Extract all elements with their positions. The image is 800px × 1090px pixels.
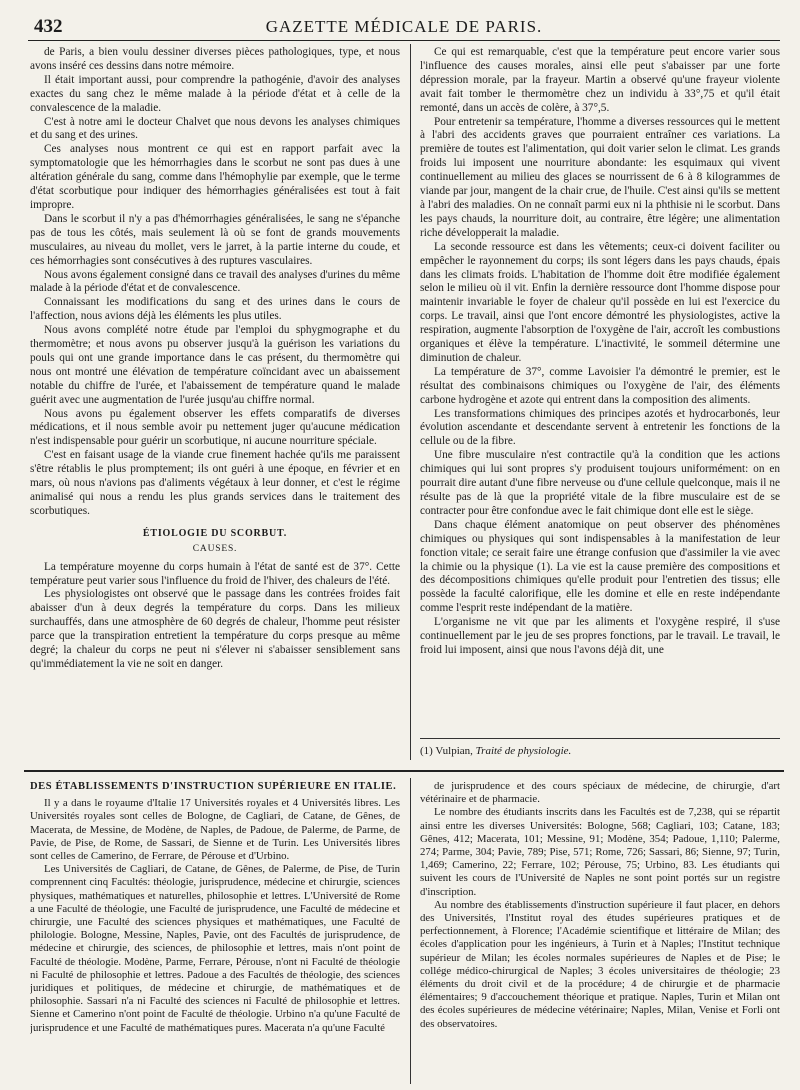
- paragraph: de jurisprudence et des cours spéciaux de médecine, de chirurgie, d'art vétérinaire et de pharmacie.: [420, 780, 780, 806]
- paragraph: Il était important aussi, pour comprendre la pathogénie, d'avoir des analyses exactes du sang chez le même malade à la période d'état et à celle de la convalescence de la maladie.: [30, 73, 400, 114]
- subsection-heading: CAUSES.: [192, 543, 238, 554]
- page-number: 432: [34, 16, 63, 37]
- paragraph: Il y a dans le royaume d'Italie 17 Universités royales et 4 Universités libres. Les Universités royales sont celles de Bologne, de Cagliari, de Catane, de Gênes, de Macerata, de Messine, de Modène, de Naples, de Padoue, de Palerme, de Parme, de Pavie, de Pise, de Rome, de Sassari, de Sienne et de Turin. Les Universités libres sont celles de Camerino, de Ferrare, de Pérouse et d'Urbino.: [30, 797, 400, 863]
- paragraph: La seconde ressource est dans les vêtements; ceux-ci doivent faciliter ou empêcher le rayonnement du corps; ils sont légers dans les pays chauds, épais dans les climats froids. L'habitation de l'homme doit être modifiée également selon le milieu où il vit. Enfin la dernière ressource dont l'homme dispose pour maintenir invariable le foyer de chaleur qu'il possède en lui est l'exercice du corps. Le travail, ainsi que l'ont encore démontré les physiologistes, active la respiration, augmente l'absorption de l'oxygène de l'air, accroît les combustions organiques et élève la température. L'inactivité, le sommeil détermine une diminution de chaleur.: [420, 240, 780, 364]
- paragraph: La température de 37°, comme Lavoisier l'a démontré le premier, est le résultat des combinaisons chimiques ou l'oxygène de l'air, des éléments carbone hydrogène et azote qui entrent dans la composition des aliments.: [420, 365, 780, 406]
- paragraph: Ces analyses nous montrent ce qui est en rapport parfait avec la symptomatologie que les hémorrhagies dans le scorbut ne sont pas dues à une altération générale du sang, comme dans l'hémophylie par exemple, que le terme d'état scorbutique pour indiquer des hémorrhagies généralisées est tout à fait impropre.: [30, 143, 400, 211]
- bottom-left-column: [30, 780, 400, 1082]
- footnote: [420, 744, 780, 758]
- section-heading: ÉTIOLOGIE DU SCORBUT.: [142, 527, 288, 539]
- paragraph: Nous avons complété notre étude par l'emploi du sphygmographe et du thermomètre; et nous avons pu observer jusqu'à la guérison les variations du pouls qui ont une grande importance dans le cas présent, du thermomètre qui nous ont montré une élévation de température coïncidant avec un abaissement notable du chiffre de l'urée, et l'abaissement de température quand le malade guérit avec une augmentation de l'urée jusqu'au chiffre normal.: [30, 324, 400, 406]
- paragraph: de Paris, a bien voulu dessiner diverses pièces pathologiques, type, et nous avons inséré ces dessins dans notre mémoire.: [30, 46, 400, 72]
- paragraph: C'est en faisant usage de la viande crue finement hachée qu'ils me paraissent s'être rétablis le plus promptement; ils ont guéri à une époque, en février et en mars, où nous n'avions pas d'aliments végétaux à leur donner, et c'est le régime animalisé qui nous a rendu les plus grands services dans le traitement des scorbutiques.: [30, 449, 400, 517]
- paragraph: Nous avons également consigné dans ce travail des analyses d'urines du même malade à la période d'état et de convalescence.: [30, 268, 400, 295]
- journal-title: GAZETTE MÉDICALE DE PARIS.: [265, 17, 543, 36]
- paragraph: Pour entretenir sa température, l'homme a diverses ressources qui le mettent à l'abri des accidents graves que pourraient entraîner ces variations. La première de toutes est l'alimentation, qui doit varier selon le climat. Les grands froids lui imposent une nourriture abondante: les esquimaux qui vivent continuellement au milieu des glaces se nourrissent de 6 à 8 kilogrammes de viande par jour, mangent de la chair crue, de l'huile. C'est ainsi qu'ils se mettent à l'abri des maladies. On ne connaît parmi eux ni la phthisie ni le scorbut. Dans les pays chauds, la nourriture doit, au contraire, être légère; une alimentation riche développerait la maladie.: [420, 115, 780, 239]
- paragraph: Ce qui est remarquable, c'est que la température peut encore varier sous l'influence des causes morales, ainsi elle peut s'abaisser par une forte dépression morale, par la frayeur. Martin a observé qu'une frayeur violente avait fait tomber le thermomètre chez un individu à 33°,75 et qu'il était remonté, dans un accès de colère, à 37°,5.: [420, 46, 780, 114]
- top-right-column: [420, 46, 780, 736]
- column-divider-bottom: [410, 778, 411, 1084]
- paragraph: Dans chaque élément anatomique on peut observer des phénomènes chimiques ou physiques qui sont indispensables à la manifestation de leur fonction vitale; ce serait faire une étrange confusion que d'assimiler la vie avec la chimie ou la physique (1). La vie est la cause première des compositions et des décompositions chimiques qu'elle produit pour l'entretien des tissus; elle possède la faculté calorifique, elle les domine et elle en reste indépendante comme l'esprit reste indépendant de la matière.: [420, 518, 780, 615]
- section-separator: [24, 770, 784, 772]
- footnote-title: Traité de physiologie.: [475, 745, 572, 757]
- paragraph: Les Universités de Cagliari, de Catane, de Gênes, de Palerme, de Pise, de Turin comprennent cinq Facultés: théologie, jurisprudence, médecine et chirurgie, sciences physiques, mathématiques et naturelles, philosophie et lettres. L'Université de Rome a une Faculté de théologie, une Faculté de jurisprudence, une Faculté de médecine et chirurgie, une Faculté des sciences physiques et mathématiques, une Faculté de philologie. Bologne, Messine, Naples, Pavie, ont des Facultés de jurisprudence, de médecine et chirurgie, des sciences, de philosophie et lettres, mais n'ont point de Faculté de théologie. Modène, Parme, Ferrare, Pérouse, n'ont ni Faculté de théologie ni Faculté de philosophie et lettres. Padoue a des Facultés de théologie, des sciences juridiques et politiques, de médecine et chirurgie, de mathématiques et de philosophie. Sassari n'a ni Faculté des sciences ni Faculté de philosophie et lettres. Sienne et Camerino n'ont point de Faculté de théologie. Urbino n'a qu'une Faculté de jurisprudence et une Faculté de mathématiques pures. Macerata n'a qu'une Faculté: [30, 863, 400, 1034]
- article-heading: DES ÉTABLISSEMENTS D'INSTRUCTION SUPÉRIEURE EN ITALIE.: [30, 781, 397, 792]
- paragraph: C'est à notre ami le docteur Chalvet que nous devons les analyses chimiques et du sang et des urines.: [30, 115, 400, 142]
- paragraph: Dans le scorbut il n'y a pas d'hémorrhagies généralisées, le sang ne s'épanche pas de tous les côtés, mais seulement là où se font de grands mouvements musculaires, au niveau du mollet, vers le jarret, à la partie interne du coude, et ces hémorrhagies sont consécutives à des ruptures vasculaires.: [30, 212, 400, 267]
- footnote-rule: [420, 738, 780, 739]
- bottom-right-column: [420, 780, 780, 1082]
- paragraph: Nous avons pu également observer les effets comparatifs de diverses médications, et il nous semble avoir pu nettement juger qu'aucune médication n'est indispensable pour guérir un scorbutique, ni aucune nourriture spéciale.: [30, 407, 400, 448]
- paragraph: Le nombre des étudiants inscrits dans les Facultés est de 7,238, qui se répartit ainsi entre les diverses Universités: Bologne, 568; Cagliari, 103; Catane, 183; Gênes, 412; Macerata, 101; Messine, 91; Modène, 354; Padoue, 1,110; Palerme, 274; Parme, 304; Pavie, 789; Pise, 571; Rome, 726; Sassari, 86; Sienne, 97; Turin, 1,469; Camerino, 22; Ferrare, 102; Pérouse, 75; Urbino, 83. Les étudiants qui suivent les cours de l'Université de Naples ne sont point portés sur un registre d'inscription.: [420, 806, 780, 898]
- top-left-column: [30, 46, 400, 758]
- paragraph: L'organisme ne vit que par les aliments et l'oxygène respiré, il s'use continuellement par le jeu de ses propres fonctions, par le travail. Le travail, le froid lui imposent, ainsi que nous l'avons déjà dit, une: [420, 616, 780, 656]
- paragraph: Au nombre des établissements d'instruction supérieure il faut placer, en dehors des Universités, l'Institut royal des études supérieures pratiques et de perfectionnement, à Florence; l'Académie scientifique et littéraire de Milan; des écoles d'application pour les ingénieurs, à Turin et à Naples; l'Institut technique supérieur de Milan; les écoles normales supérieures de Naples et de Pise; le collége médico-chirurgical de Naples; 3 écoles universitaires de théologie; 23 éléments du droit civil et de la procédure; 4 de chirurgie et de pharmacie élémentaires; 9 d'accouchement théorique et pratique. Naples, Turin et Milan ont des écoles supérieures de médecine vétérinaire; Naples, Milan, Venise et Forli ont des observatoires.: [420, 898, 780, 1030]
- paragraph: Les transformations chimiques des principes azotés et hydrocarbonés, leur évolution ascendante et descendante servent à entretenir les fonctions de la cellule ou de la fibre.: [420, 407, 780, 448]
- column-divider-top: [410, 44, 411, 760]
- paragraph: Une fibre musculaire n'est contractile qu'à la condition que les actions chimiques qui lui sont propres s'y produisent toujours uniformément: on en pourrait dire autant d'une fibre nerveuse ou d'une cellule quelconque, mais il ne résulte pas de là que la propriété vitale de la fibre musculaire est de se contracter pour être confondue avec le fait chimique dont elle est le siège.: [420, 449, 780, 517]
- paragraph: Connaissant les modifications du sang et des urines dans le cours de l'affection, nous avions déjà les éléments les plus utiles.: [30, 296, 400, 323]
- page-header: [28, 14, 780, 41]
- paragraph: La température moyenne du corps humain à l'état de santé est de 37°. Cette température peut varier sous l'influence du froid de l'hiver, des chaleurs de l'été.: [30, 560, 400, 587]
- footnote-ref: (1) Vulpian,: [420, 745, 473, 757]
- paragraph: Les physiologistes ont observé que le passage dans les contrées froides fait abaisser d'un à deux degrés la température du corps. Dans les milieux surchauffés, dans une atmosphère de 60 degrés de chaleur, l'homme peut résister parce que la transpiration entretient la température du corps presque au même degré; la chaleur du corps ne peut ni s'élever ni s'abaisser sensiblement sans qu'immédiatement la vie ne soit en danger.: [30, 588, 400, 670]
